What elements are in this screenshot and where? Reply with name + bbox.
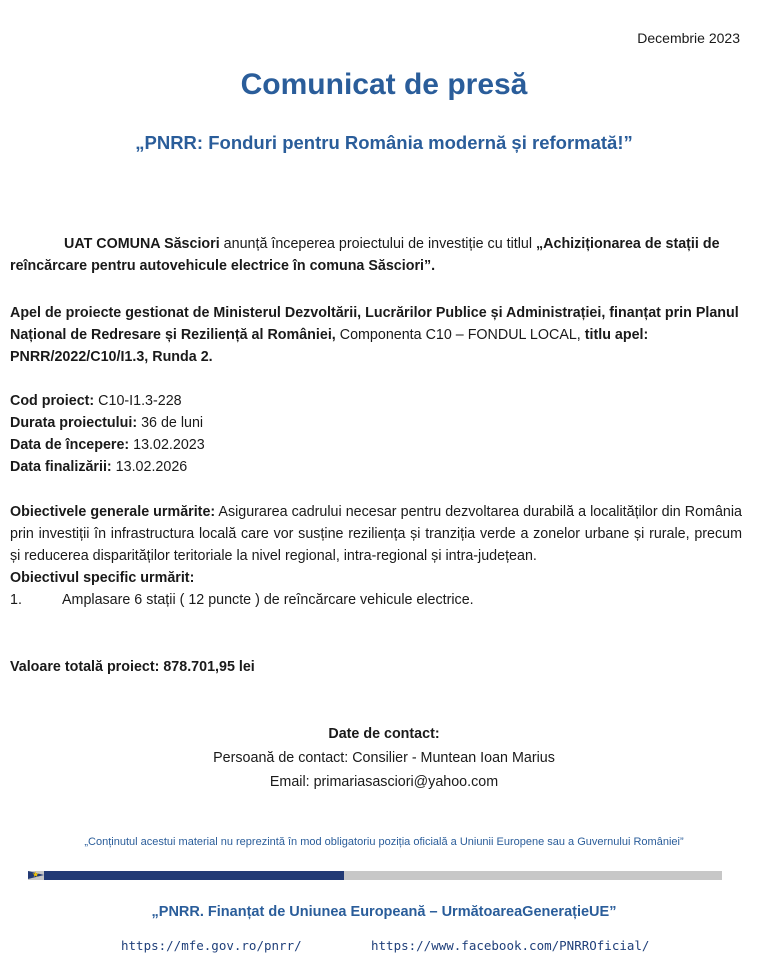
detail-row-start <box>10 434 742 456</box>
general-objectives-label: Obiectivele generale urmărite: <box>10 504 216 520</box>
detail-row-duration <box>10 412 742 434</box>
call-component: Componenta C10 – FONDUL LOCAL, <box>335 327 581 343</box>
call-title: titlu apel: PNRR/2022/C10/I1.3, Runda 2. <box>10 327 649 365</box>
page-subtitle: „PNRR: Fonduri pentru România modernă și reformată!” <box>135 132 633 153</box>
project-title: „Achiziționarea de stații de reîncărcare pentru autovehicule electrice în comuna Săsciori”. <box>10 236 720 274</box>
intro-paragraph <box>10 233 742 277</box>
general-objectives <box>10 501 742 567</box>
contact-section <box>0 722 768 794</box>
contact-heading: Date de contact: <box>328 726 440 742</box>
facebook-link[interactable]: https://www.facebook.com/PNRROficial/ <box>371 938 650 953</box>
detail-label: Data finalizării: <box>10 459 112 475</box>
detail-value: 13.02.2023 <box>129 437 205 453</box>
uat-name: UAT COMUNA Săsciori <box>64 236 220 252</box>
general-objectives-text: Asigurarea cadrului necesar pentru dezvoltarea durabilă a localităților din România prin investiții în infrastructura locală care vor susține reziliența și tranziția verde a zonelor urbane și rurale, precum și reducerea disparităților teritoriale la nivel regional, intra-regional și intra-județean. <box>10 504 742 564</box>
specific-objective-item <box>10 589 742 611</box>
detail-row-end <box>10 456 742 478</box>
call-paragraph <box>10 302 742 368</box>
call-bold: Apel de proiecte gestionat de Ministerul Dezvoltării, Lucrărilor Publice și Administrației, finanțat prin Planul Național de Redresare și Reziliență al României, <box>10 305 739 343</box>
eu-flag-bar <box>28 871 722 880</box>
contact-email: Email: primariasasciori@yahoo.com <box>269 774 499 790</box>
total-value: Valoare totală proiect: 878.701,95 lei <box>10 659 255 675</box>
objectives-section <box>10 501 742 611</box>
disclaimer: „Conținutul acestui material nu reprezintă în mod obligatoriu poziția oficială a Uniunii Europene sau a Guvernului României” <box>84 836 684 848</box>
detail-row-code <box>10 390 742 412</box>
intro-text: anunță începerea proiectului de investiție cu titlul <box>219 236 537 252</box>
mfe-link[interactable]: https://mfe.gov.ro/pnrr/ <box>121 938 302 953</box>
bar-navy-segment <box>44 871 344 880</box>
page-title: Comunicat de presă <box>240 68 528 101</box>
footer-slogan: „PNRR. Finanțat de Uniunea Europeană – UrmătoareaGenerațieUE” <box>151 904 617 920</box>
item-number: 1. <box>10 592 22 608</box>
eu-stars-icon: ★ <box>32 870 40 879</box>
detail-label: Durata proiectului: <box>10 415 138 431</box>
item-text: Amplasare 6 stații ( 12 puncte ) de reîncărcare vehicule electrice. <box>62 592 474 608</box>
contact-person: Persoană de contact: Consilier - Muntean Ioan Marius <box>213 750 555 766</box>
document-date: Decembrie 2023 <box>637 30 740 46</box>
detail-value: 36 de luni <box>137 415 204 431</box>
detail-value: 13.02.2026 <box>111 459 188 475</box>
project-details <box>10 390 742 478</box>
detail-label: Data de începere: <box>10 437 130 453</box>
specific-objective-label: Obiectivul specific urmărit: <box>10 570 195 586</box>
detail-value: C10-I1.3-228 <box>94 393 182 409</box>
detail-label: Cod proiect: <box>10 393 95 409</box>
